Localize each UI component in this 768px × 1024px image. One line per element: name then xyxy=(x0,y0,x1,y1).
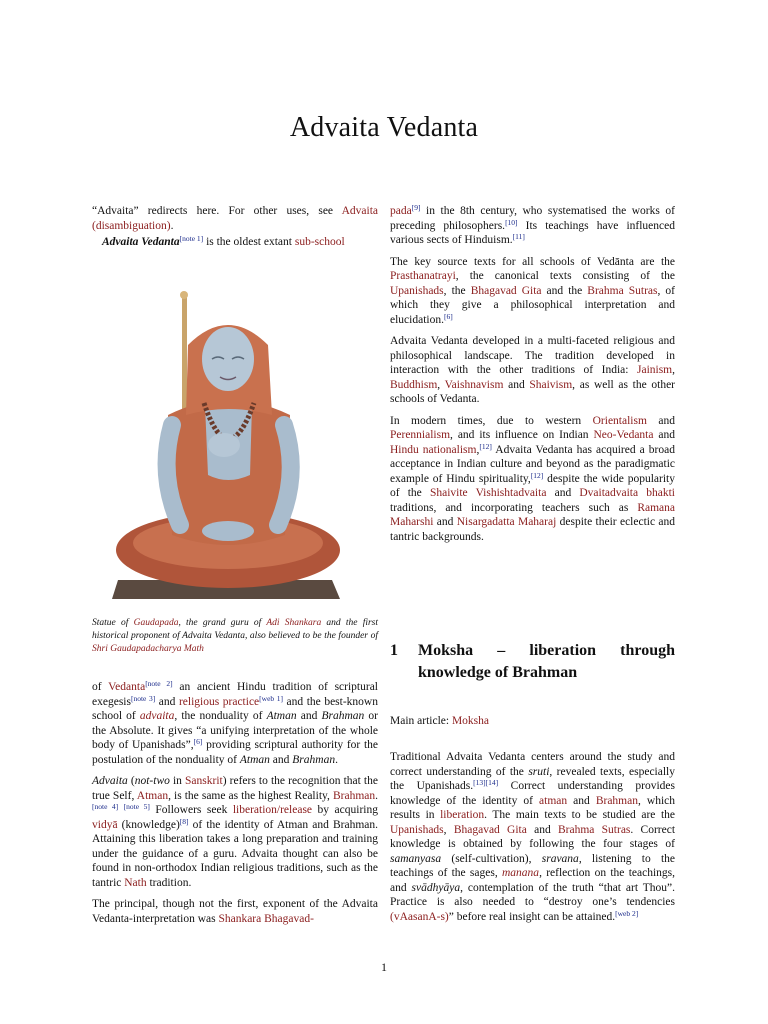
right-column-top xyxy=(390,204,675,551)
link-religious-practice[interactable]: religious practice xyxy=(178,695,260,708)
link-gaudapadacharya-math[interactable]: Shri Gaudapadacharya Math xyxy=(92,644,204,654)
text: Advaita Vedanta has acquired a broad acceptance in Indian culture and beyond as the paradigmatic example of Hindu spirituality, xyxy=(390,443,675,485)
text: and xyxy=(433,516,457,528)
link-moksha[interactable]: Moksha xyxy=(451,715,490,727)
text: and xyxy=(546,487,580,499)
text: , revealed texts, especially the Upanishads. xyxy=(390,765,676,792)
section-heading-moksha xyxy=(390,640,675,684)
page-number: 1 xyxy=(381,960,387,974)
text: Advaita Vedanta developed in a multi-faceted religious and philosophical landscape. The tradition developed in interaction with the other traditions of India: xyxy=(390,335,675,376)
ref-8[interactable]: [8] xyxy=(179,816,189,826)
ref-6[interactable]: [6] xyxy=(193,737,203,746)
hatnote xyxy=(92,204,378,233)
intro-paragraph xyxy=(92,235,378,250)
link-hindu-nationalism[interactable]: Hindu nationalism xyxy=(390,443,477,456)
link-brahman[interactable]: Brahman xyxy=(595,794,638,807)
link-perennialism[interactable]: Perennialism xyxy=(390,429,451,441)
ref-note-3[interactable]: [note 3] xyxy=(130,693,156,703)
link-shankara-bhagavadpada[interactable]: Shankara Bhagavad- xyxy=(218,912,314,925)
paragraph-advaita-meaning xyxy=(92,774,378,890)
main-article xyxy=(390,714,675,729)
link-orientalism[interactable]: Orientalism xyxy=(592,414,647,427)
text: despite their eclectic and tantric backgrounds. xyxy=(390,516,676,543)
ref-web-1[interactable]: [web 1] xyxy=(259,693,283,703)
link-brahma-sutras[interactable]: Brahma Sutras xyxy=(587,284,658,297)
link-jainism[interactable]: Jainism xyxy=(636,364,673,376)
hatnote-text: “Advaita” redirects here. For other uses, see xyxy=(92,205,342,217)
figure-caption xyxy=(92,617,378,656)
text: , xyxy=(672,364,675,376)
term-samanyasa: samanyasa xyxy=(390,852,442,865)
intro-term: Advaita Vedanta xyxy=(102,236,180,248)
link-dvaitadvaita-bhakti[interactable]: Dvaitadvaita bhakti xyxy=(579,487,676,499)
link-advaita[interactable]: advaita xyxy=(139,710,175,722)
text: , and its influence on Indian xyxy=(450,429,594,441)
link-ramana-maharshi[interactable]: Ramana Maharshi xyxy=(390,501,675,528)
text: In modern times, due to western xyxy=(390,414,593,427)
term-brahman: Brahman xyxy=(292,753,336,766)
link-liberation-release[interactable]: liberation/release xyxy=(232,804,313,816)
text: an ancient Hindu tradition of scriptural exegesis xyxy=(92,681,378,708)
text: Its teachings have influenced various sects of Hinduism. xyxy=(390,219,675,246)
link-shaivism[interactable]: Shaivism xyxy=(529,378,573,391)
ref-6[interactable]: [6] xyxy=(443,311,453,321)
text: or the Absolute. It gives “a unifying interpretation of the whole body of Upanishads”, xyxy=(92,710,378,751)
ref-13-14[interactable]: [13][14] xyxy=(473,778,499,787)
link-nisargadatta-maharaj[interactable]: Nisargadatta Maharaj xyxy=(456,516,557,528)
link-buddhism[interactable]: Buddhism xyxy=(390,378,438,391)
text: and xyxy=(567,794,596,807)
term-sruti: sruti xyxy=(528,765,550,778)
paragraph-modern-times xyxy=(390,414,675,545)
link-upanishads[interactable]: Upanishads xyxy=(390,823,444,836)
text: . Correct knowledge is obtained by following the four stages of xyxy=(390,823,676,850)
left-column-bottom xyxy=(92,680,378,933)
link-atman[interactable]: atman xyxy=(539,794,568,807)
left-column-top xyxy=(92,204,378,257)
link-sub-school[interactable]: sub-school xyxy=(294,236,345,248)
text: and xyxy=(646,414,675,427)
ref-11[interactable]: [11] xyxy=(512,232,525,241)
text: . xyxy=(335,753,338,766)
link-brahman[interactable]: Brahman xyxy=(332,789,376,802)
text: , is the same as the highest Reality, xyxy=(168,789,333,802)
caption-text-a: Statue of xyxy=(92,618,134,628)
paragraph-traditional xyxy=(390,750,675,924)
ref-9[interactable]: [9] xyxy=(411,203,421,212)
text: . The main texts to be studied are the xyxy=(484,809,675,821)
term-atman: Atman xyxy=(239,753,270,766)
ref-12[interactable]: [12] xyxy=(530,470,544,480)
link-prasthanatrayi[interactable]: Prasthanatrayi xyxy=(390,270,456,282)
link-neo-vedanta[interactable]: Neo-Vedanta xyxy=(593,429,654,441)
link-gaudapada[interactable]: Gaudapada xyxy=(133,618,179,628)
hatnote-text-end: . xyxy=(170,219,174,232)
statue-illustration xyxy=(100,285,360,605)
ref-note-5[interactable]: [note 5] xyxy=(123,802,150,811)
text: and the xyxy=(541,284,588,297)
text: Correct understanding provides knowledge of the identity of xyxy=(390,780,675,807)
text: traditions, and incorporating teachers such as xyxy=(390,501,638,514)
text: , which results in xyxy=(390,794,675,821)
caption-text-b: , the grand guru of xyxy=(178,618,267,628)
text: and xyxy=(503,378,530,391)
right-column-bottom xyxy=(390,750,675,931)
main-article-note xyxy=(390,714,675,736)
text: , the canonical texts consisting of the xyxy=(455,270,675,282)
link-manana[interactable]: manana xyxy=(502,867,540,879)
text: , reflection on the teachings, and xyxy=(390,867,675,894)
link-pada[interactable]: pada xyxy=(390,205,412,217)
paragraph-landscape xyxy=(390,334,675,407)
paragraph-principal-exponent xyxy=(92,897,378,926)
term-atman: Atman xyxy=(266,710,297,722)
statue-image xyxy=(100,285,360,605)
ref-note-2[interactable]: [note 2] xyxy=(145,679,173,688)
text: (knowledge) xyxy=(117,818,180,831)
text: of the identity of Atman and Brahman. Attaining this liberation takes a long preparation and training under the guidance of a guru. Advaita thought can also be found in non-orthodox Indian religious traditions, such as the tantric xyxy=(92,818,378,889)
text: ” before real insight can be attained. xyxy=(448,910,616,923)
term-svadhyaya: svādhyāya xyxy=(411,881,461,894)
text: , contemplation of the truth “that art Thou”. Practice is also needed to “destroy one’s tendencies xyxy=(390,881,675,908)
text: Main article: xyxy=(390,715,452,727)
text: Traditional Advaita Vedanta centers around the study and correct understanding of the xyxy=(390,751,675,778)
text: . xyxy=(375,789,378,802)
ref-10[interactable]: [10] xyxy=(505,217,518,227)
text: and the best-known school of xyxy=(92,695,378,722)
intro-text: is the oldest extant xyxy=(203,236,295,248)
link-bhagavad-gita[interactable]: Bhagavad Gita xyxy=(453,823,527,836)
text: ( xyxy=(127,775,135,787)
ref-web-2[interactable]: [web 2] xyxy=(615,908,639,918)
link-vaishnavism[interactable]: Vaishnavism xyxy=(444,378,504,391)
text: providing scriptural authority for the postulation of the nonduality of xyxy=(92,739,378,766)
link-vaasanas[interactable]: (vAasanA-s) xyxy=(390,910,449,923)
text: and xyxy=(653,429,675,441)
term-not-two: not-two xyxy=(134,775,170,787)
text: , the xyxy=(443,284,471,297)
link-nath[interactable]: Nath xyxy=(124,876,147,889)
text: , of which they give a philosophical interpretation and elucidation. xyxy=(390,284,675,326)
text: of xyxy=(92,681,109,693)
ref-note-1[interactable]: [note 1] xyxy=(179,234,204,243)
link-vidya[interactable]: vidyā xyxy=(92,818,118,831)
link-shaivite-vishishtadvaita[interactable]: Shaivite Vishishtadvaita xyxy=(429,487,547,499)
section-number: 1 xyxy=(390,642,398,659)
text: and xyxy=(296,710,322,722)
text: by acquiring xyxy=(312,804,378,816)
section-title: Moksha – liberation through knowledge of Brahman xyxy=(418,642,675,681)
link-brahma-sutras[interactable]: Brahma Sutras xyxy=(557,823,631,836)
link-liberation[interactable]: liberation xyxy=(440,809,485,821)
term-sravana: sravana xyxy=(541,852,579,865)
text: in the 8th century, who systematised the works of preceding philosophers. xyxy=(390,205,675,232)
link-atman[interactable]: Atman xyxy=(136,789,169,802)
text: The principal, though not the first, exponent of the Advaita Vedanta-interpretation was xyxy=(92,898,378,925)
text: , the nonduality of xyxy=(174,710,267,722)
text: tradition. xyxy=(146,876,192,889)
link-bhagavad-gita[interactable]: Bhagavad Gita xyxy=(470,284,542,297)
text: , xyxy=(476,443,480,456)
text: and xyxy=(155,695,179,708)
text: , as well as the other schools of Vedanta. xyxy=(390,378,676,405)
link-vedanta[interactable]: Vedanta xyxy=(108,681,146,693)
term-brahman: Brahman xyxy=(321,710,365,722)
link-advaita-disambiguation[interactable]: Advaita (disambiguation) xyxy=(92,205,378,232)
text: in xyxy=(169,775,186,787)
text: and xyxy=(526,823,558,836)
text: and xyxy=(269,753,293,766)
ref-12[interactable]: [12] xyxy=(479,441,492,451)
link-sanskrit[interactable]: Sanskrit xyxy=(185,775,223,787)
text: ) refers to the recognition that the true Self, xyxy=(92,775,378,802)
text: despite the wide popularity of the xyxy=(390,472,675,499)
text: The key source texts for all schools of Vedānta are the xyxy=(390,255,675,268)
term-advaita: Advaita xyxy=(92,775,128,787)
paragraph-shankara xyxy=(390,204,675,248)
caption-text-c: and the first historical proponent of Advaita Vedanta, also believed to be the founder of xyxy=(92,618,379,641)
text: , xyxy=(437,378,445,391)
paragraph-vedanta xyxy=(92,680,378,767)
link-upanishads[interactable]: Upanishads xyxy=(390,284,444,297)
ref-note-4[interactable]: [note 4] xyxy=(92,802,119,811)
text: , xyxy=(443,823,454,836)
text: , listening to the teachings of the sages, xyxy=(390,852,675,879)
link-adi-shankara[interactable]: Adi Shankara xyxy=(266,618,322,628)
page-title: Advaita Vedanta xyxy=(289,112,479,143)
text: Followers seek xyxy=(149,804,233,816)
paragraph-source-texts xyxy=(390,255,675,328)
text: (self-cultivation), xyxy=(441,852,542,865)
